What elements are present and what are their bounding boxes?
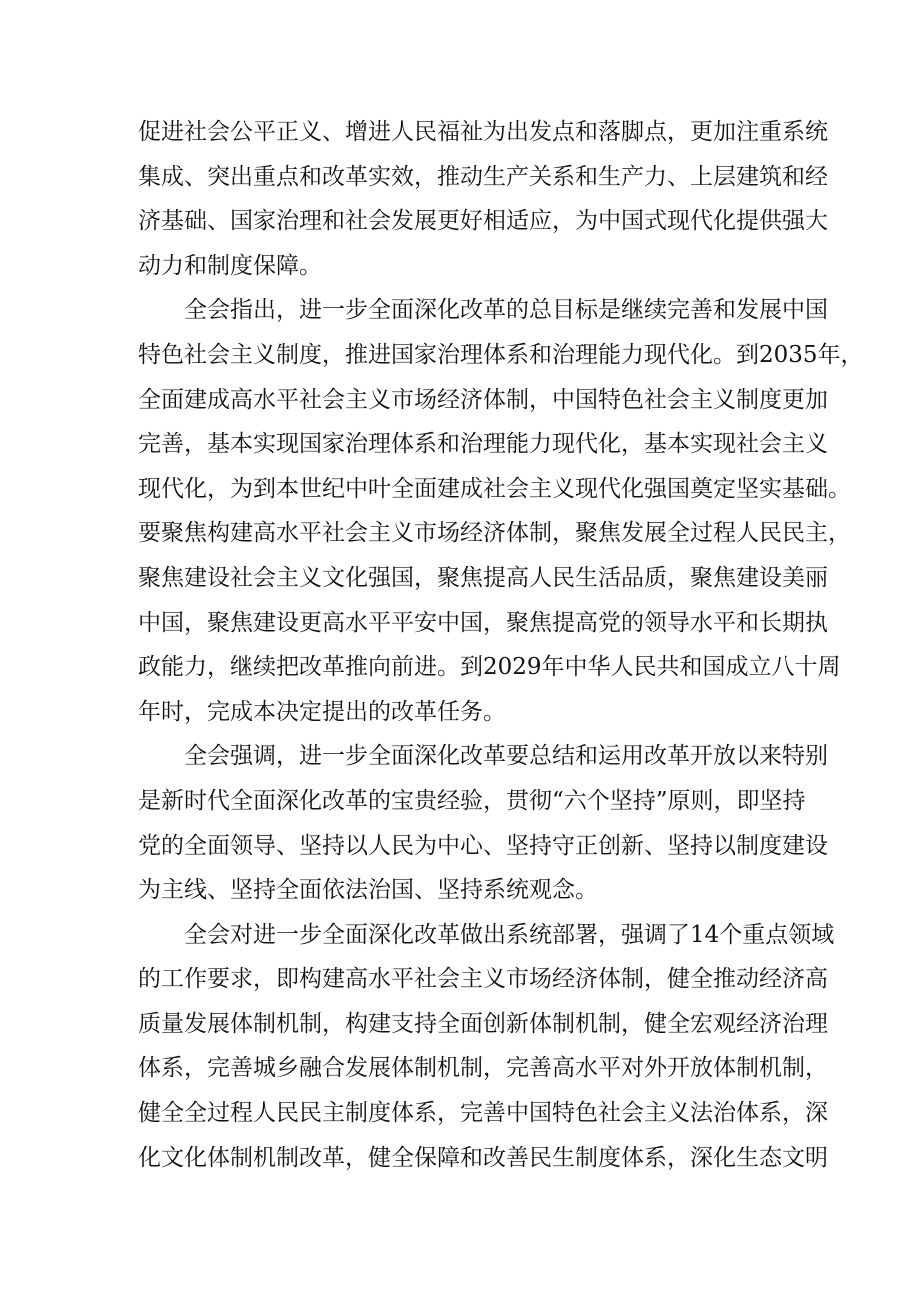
paragraph-2 xyxy=(138,288,864,734)
text-line: 集成、突出重点和改革实效，推动生产关系和生产力、上层建筑和经 xyxy=(138,163,828,190)
text-line: 动力和制度保障。 xyxy=(138,252,322,279)
text-line: 促进社会公平正义、增进人民福祉为出发点和落脚点，更加注重系统 xyxy=(138,119,828,145)
text-line: 全面建成高水平社会主义市场经济体制，中国特色社会主义制度更加 xyxy=(138,386,828,413)
text-line: 质量发展体制机制，构建支持全面创新体制机制，健全宏观经济治理 xyxy=(138,1010,828,1037)
text-line: 聚焦建设社会主义文化强国，聚焦提高人民生活品质，聚焦建设美丽 xyxy=(138,564,828,591)
text-line: 要聚焦构建高水平社会主义市场经济体制，聚焦发展全过程人民民主， xyxy=(138,520,851,547)
text-line: 中国，聚焦建设更高水平平安中国，聚焦提高党的领导水平和长期执 xyxy=(138,609,828,636)
paragraph-3 xyxy=(138,734,828,912)
text-line: 完善，基本实现国家治理体系和治理能力现代化，基本实现社会主义 xyxy=(138,431,828,458)
text-line: 健全全过程人民民主制度体系，完善中国特色社会主义法治体系，深 xyxy=(138,1100,828,1127)
text-line: 现代化，为到本世纪中叶全面建成社会主义现代化强国奠定坚实基础。 xyxy=(138,475,851,502)
text-line: 化文化体制机制改革，健全保障和改善民生制度体系，深化生态文明 xyxy=(138,1144,828,1171)
text-line: 政能力，继续把改革推向前进。到2029年中华人民共和国成立八十周 xyxy=(138,654,841,681)
text-line: 党的全面领导、坚持以人民为中心、坚持守正创新、坚持以制度建设 xyxy=(138,832,828,859)
text-line: 的工作要求，即构建高水平社会主义市场经济体制，健全推动经济高 xyxy=(138,966,828,993)
text-line: 全会对进一步全面深化改革做出系统部署，强调了14个重点领域 xyxy=(184,921,835,948)
paragraph-4 xyxy=(138,913,835,1181)
text-line: 全会指出，进一步全面深化改革的总目标是继续完善和发展中国 xyxy=(184,297,828,324)
text-line: 为主线、坚持全面依法治国、坚持系统观念。 xyxy=(138,877,598,904)
text-line: 年时，完成本决定提出的改革任务。 xyxy=(138,698,506,725)
text-line: 特色社会主义制度，推进国家治理体系和治理能力现代化。到2035年， xyxy=(138,341,864,368)
text-line: 体系，完善城乡融合发展体制机制，完善高水平对外开放体制机制， xyxy=(138,1055,828,1082)
document-body xyxy=(138,110,864,1180)
paragraph-1 xyxy=(138,110,828,288)
text-line: 全会强调，进一步全面深化改革要总结和运用改革开放以来特别 xyxy=(184,743,828,770)
text-line: 济基础、国家治理和社会发展更好相适应，为中国式现代化提供强大 xyxy=(138,208,828,235)
text-line: 是新时代全面深化改革的宝贵经验，贯彻“六个坚持”原则，即坚持 xyxy=(138,787,806,814)
